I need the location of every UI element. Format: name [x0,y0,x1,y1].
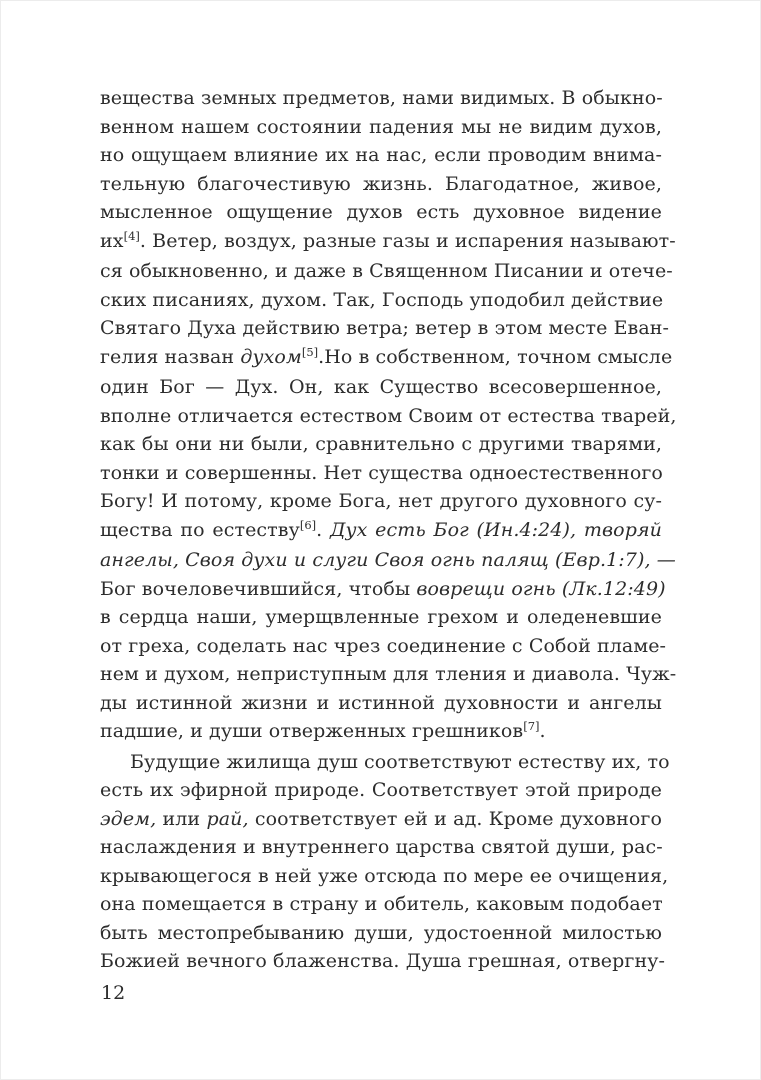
body-text: ся обыкновенно, и даже в Священном Писании и отече- [100,260,673,282]
body-text: . [539,720,546,742]
italic-text: Дух есть Бог (Ин.4:24), творяй [330,518,662,541]
body-text: вполне отличается естеством Своим от естества тварей, [100,404,677,427]
body-text: Божией вечного блаженства. Душа грешная, отвергну- [100,950,666,972]
text-line [100,198,662,227]
body-text: Святаго Духа действию ветра; ветер в этом месте Еван- [100,317,670,339]
text-line [100,257,673,286]
body-text: . Ветер, воздух, разные газы и испарения называют- [139,229,676,252]
body-text: их [100,229,124,252]
text-line [100,660,677,689]
italic-text: духом [240,345,302,368]
text-line [100,776,662,805]
body-text: соответствует ей и ад. Кроме духовного [248,807,662,830]
text-line [100,947,666,976]
italic-text: рай, [206,807,249,830]
body-text: мысленное ощущение духов есть духовное видение [100,201,662,223]
text-line [100,862,669,891]
italic-text: воврещи огнь (Лк.12:49) [416,577,666,600]
text-line [100,343,673,374]
text-line [100,516,662,547]
footnote-ref-7[interactable]: [7] [523,719,540,733]
text-line [100,373,662,402]
body-text: или [156,807,207,830]
text-line [100,748,670,777]
text-line [100,402,677,431]
text-line [100,430,662,459]
body-text: ды истинной жизни и истинной духовности и ангелы [100,691,662,714]
text-line [100,314,670,343]
body-text: гелия назван [100,345,241,368]
italic-text: ангелы, Своя духи и слуги Своя огнь палящ (Евр.1:7), — [100,549,676,571]
body-text: вещества земных предметов, нами видимых. В обыкно- [100,87,663,109]
body-text: крывающегося в ней уже отсюда по мере ее очищения, [100,864,669,887]
body-text: тельную благочестивую жизнь. Благодатное, живое, [100,172,662,195]
text-line [100,833,662,862]
body-text: нем и духом, неприступным для тления и диавола. Чуж- [100,663,677,685]
body-text: она помещается в страну и обитель, каковым подобает [100,893,663,915]
text-line [100,919,662,948]
text-line [100,632,667,661]
body-text: венном нашем состоянии падения мы не видим духов, [100,115,662,138]
body-text: Богу! И потому, кроме Бога, нет другого духовного су- [100,490,662,512]
page-number: 12 [101,982,126,1004]
body-text: как бы они ни были, сравнительно с другими тварями, [100,433,662,455]
body-text: падшие, и души отверженных грешников [100,720,524,742]
text-line [100,890,662,919]
body-text: . [316,518,330,541]
text-line [100,603,662,632]
body-text: Будущие жилища душ соответствуют естеству их, то [130,750,670,773]
body-text: .Но в собственном, точном смысле [318,345,673,368]
text-line [100,689,662,718]
body-text: тонки и совершенны. Нет существа одноестественного [100,461,663,484]
body-text: от греха, соделать нас чрез соединение с Собой пламе- [100,634,667,657]
body-text: Бог вочеловечившийся, чтобы [100,577,417,600]
italic-text: эдем, [100,807,157,830]
footnote-ref-5[interactable]: [5] [301,344,319,359]
body-text: быть местопребыванию души, удостоенной милостью [100,921,662,944]
body-text: один Бог — Дух. Он, как Существо всесовершенное, [100,376,662,398]
body-text: ских писаниях, духом. Так, Господь уподобил действие [100,288,664,311]
text-line [100,575,666,604]
body-text: есть их эфирной природе. Соответствует этой природе [100,779,662,801]
body-text: щества по естеству [100,518,300,541]
text-line [100,487,662,516]
page-text [100,84,677,976]
body-text: в сердца наши, умерщвленные грехом и оледеневшие [100,606,662,628]
text-line [100,84,662,113]
body-text: наслаждения и внутреннего царства святой души, рас- [100,836,663,858]
text-line [100,286,662,315]
text-line [100,227,676,258]
text-line [100,141,662,170]
text-line [100,459,662,488]
text-line [100,805,662,834]
footnote-ref-4[interactable]: [4] [123,228,140,243]
body-text: но ощущаем влияние их на нас, если проводим внима- [100,144,662,166]
text-line [100,170,662,199]
text-line [100,546,676,575]
footnote-ref-6[interactable]: [6] [299,517,317,532]
text-line [100,717,662,748]
text-line [100,113,662,142]
